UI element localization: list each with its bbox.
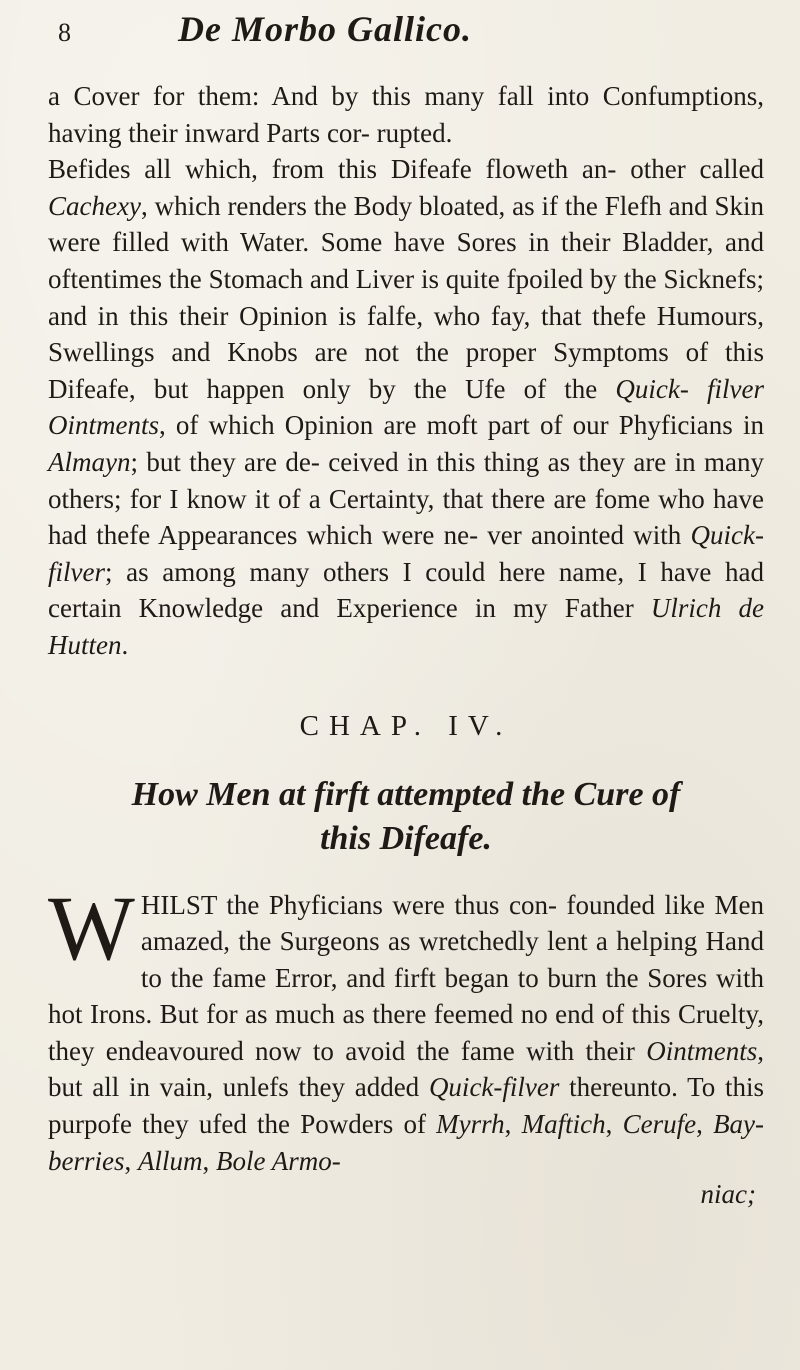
italic-term: Almayn bbox=[48, 446, 131, 477]
chapter-body bbox=[48, 876, 765, 1180]
italic-term: Quick- filver Ointments bbox=[48, 373, 764, 441]
paragraph-continuation bbox=[48, 78, 764, 151]
text-span: , of which Opinion are moft part of our Phyficians in bbox=[159, 410, 764, 441]
chapter-title-line-1: How Men at firft attempted the Cure of bbox=[131, 775, 681, 813]
italic-term: Maftich bbox=[521, 1109, 606, 1140]
text-span: , bbox=[696, 1109, 714, 1140]
italic-term: Ulrich de Hutten bbox=[48, 593, 765, 660]
running-title: De Morbo Gallico. bbox=[178, 9, 472, 49]
text-span: , bbox=[605, 1109, 623, 1140]
italic-term: Cachexy bbox=[48, 190, 141, 221]
text-span: . bbox=[121, 629, 129, 660]
italic-term: Cerufe bbox=[622, 1109, 697, 1140]
text-span: Befides all which, from this Difeafe floweth an- other called bbox=[48, 154, 764, 185]
text-span: , bbox=[202, 1145, 216, 1176]
italic-term: Bole Armo- bbox=[216, 1145, 341, 1176]
italic-term: Ointments bbox=[646, 1035, 758, 1066]
drop-cap: W bbox=[48, 876, 135, 979]
text-span: a Cover for them: And by this many fall into Confumptions, having their inward Parts cor- rupted. bbox=[48, 81, 764, 148]
text-span: ; as among many others I could here name, I have had certain Knowledge and Experience in my Father bbox=[48, 556, 764, 624]
text-span: , which renders the Body bloated, as if the Flefh and Skin were filled with Water. Some have Sores in their Bladder, and oftentimes the Stomach and Liver is quite fpoiled by the Sicknefs; and in this their Opinion is falfe, who fay, that thefe Humours, Swellings and Knobs are not the proper Symptoms of this Difeafe, but happen only by the Ufe of the bbox=[48, 190, 764, 404]
text-span: thereunto. To this purpofe they ufed the Powders of bbox=[48, 1072, 764, 1140]
catchword: niac; bbox=[700, 1179, 756, 1210]
chapter-title bbox=[48, 773, 764, 861]
page-header bbox=[48, 8, 764, 78]
text-span: ; but they are de- ceived in this thing as they are in many others; for I know it of a Certainty, that there are fome who have had thefe Appearances which were ne- ver anointed with bbox=[48, 446, 764, 551]
paragraph-besides bbox=[48, 151, 764, 663]
chapter-heading: CHAP. IV. bbox=[299, 709, 513, 742]
italic-term: Quick-filver bbox=[428, 1072, 560, 1103]
italic-term: Bay-berries bbox=[48, 1109, 765, 1176]
text-span: , but all in vain, unlefs they added bbox=[48, 1035, 764, 1103]
italic-term: Allum bbox=[138, 1145, 203, 1176]
text-span: , bbox=[504, 1109, 522, 1140]
italic-term: Myrrh bbox=[436, 1109, 505, 1140]
text-span: HILST the Phyficians were thus con- founded like Men amazed, the Surgeons as wretchedly lent a helping Hand to the fame Error, and firft began to burn the Sores with hot Irons. But for as much as there feemed no end of this Cruelty, they endeavoured now to avoid the fame with their bbox=[48, 889, 764, 1066]
page-number: 8 bbox=[58, 18, 71, 47]
text-span: , bbox=[124, 1145, 138, 1176]
italic-term: Quick-filver bbox=[48, 520, 764, 587]
chapter-title-line-2: this Difeafe. bbox=[320, 819, 492, 857]
